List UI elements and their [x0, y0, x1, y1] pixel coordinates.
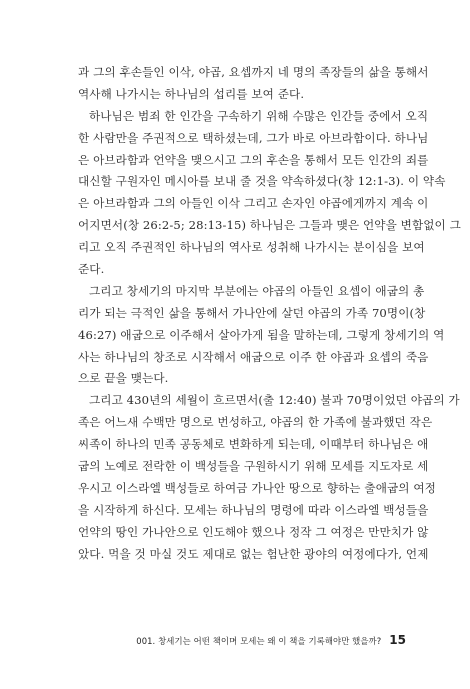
text-line: 은 아브라함과 언약을 맺으시고 그의 후손을 통해서 모든 인간의 죄를 — [78, 152, 429, 167]
paragraph-4 — [78, 390, 460, 565]
text-line: 은 아브라함과 그의 아들인 이삭 그리고 손자인 야곱에게까지 계속 이 — [78, 196, 429, 211]
paragraph-2 — [78, 106, 461, 281]
running-footer-title: 001. 창세기는 어떤 책이며 모세는 왜 이 책을 기록해야만 했을까? — [136, 636, 382, 646]
text-line: 46:27) 애굽으로 이주해서 살아가게 됨을 말하는데, 그렇게 창세기의 역 — [78, 327, 445, 342]
text-line: 으로 끝을 맺는다. — [78, 371, 169, 386]
text-line: 역사해 나가시는 하나님의 섭리를 보여 준다. — [78, 86, 305, 101]
text-line: 과 그의 후손들인 이삭, 야곱, 요셉까지 네 명의 족장들의 삶을 통해서 — [78, 65, 429, 79]
text-line: 굽의 노예로 전락한 이 백성들을 구원하시기 위해 모세를 지도자로 세 — [78, 459, 429, 474]
paragraph-3 — [78, 281, 445, 390]
text-line: 한 사람만을 주권적으로 택하셨는데, 그가 바로 아브라함이다. 하나님 — [78, 130, 429, 145]
text-line: 그리고 430년의 세월이 흐르면서(출 12:40) 불과 70명이었던 야곱의 가 — [89, 393, 460, 408]
text-line: 리고 오직 주권적인 하나님의 역사로 성취해 나가시는 분이심을 보여 — [78, 240, 425, 255]
text-line: 았다. 먹을 것 마실 것도 제대로 없는 험난한 광야의 여정에다가, 언제 — [78, 546, 429, 561]
text-line: 을 시작하게 하신다. 모세는 하나님의 명령에 따라 이스라엘 백성들을 — [78, 502, 429, 517]
text-line: 준다. — [78, 262, 105, 277]
paragraph-1 — [78, 62, 429, 106]
text-line: 언약의 땅인 가나안으로 인도해야 했으나 정작 그 여정은 만만치가 않 — [78, 524, 429, 539]
text-line: 하나님은 범죄 한 인간을 구속하기 위해 수많은 인간들 중에서 오직 — [89, 108, 429, 123]
page-number: 15 — [389, 633, 406, 647]
text-line: 대신할 구원자인 메시아를 보내 줄 것을 약속하셨다(창 12:1-3). 이 약속 — [78, 174, 446, 189]
text-line: 씨족이 하나의 민족 공동체로 변화하게 되는데, 이때부터 하나님은 애 — [78, 437, 429, 452]
text-line: 사는 하나님의 창조로 시작해서 애굽으로 이주 한 야곱과 요셉의 죽음 — [78, 349, 429, 364]
text-line: 리가 되는 극적인 삶을 통해서 가나안에 살던 야곱의 가족 70명이(창 — [78, 305, 426, 320]
text-line: 그리고 창세기의 마지막 부분에는 야곱의 아들인 요셉이 애굽의 총 — [89, 283, 425, 298]
text-line: 어지면서(창 26:2-5; 28:13-15) 하나님은 그들과 맺은 언약을 변함없이 그 — [78, 218, 461, 233]
text-line: 우시고 이스라엘 백성들로 하여금 가나안 땅으로 향하는 출애굽의 여정 — [78, 480, 436, 495]
page-footer — [78, 633, 406, 649]
body-text — [78, 62, 461, 565]
text-line: 족은 어느새 수백만 명으로 번성하고, 야곱의 한 가족에 불과했던 작은 — [78, 415, 433, 430]
